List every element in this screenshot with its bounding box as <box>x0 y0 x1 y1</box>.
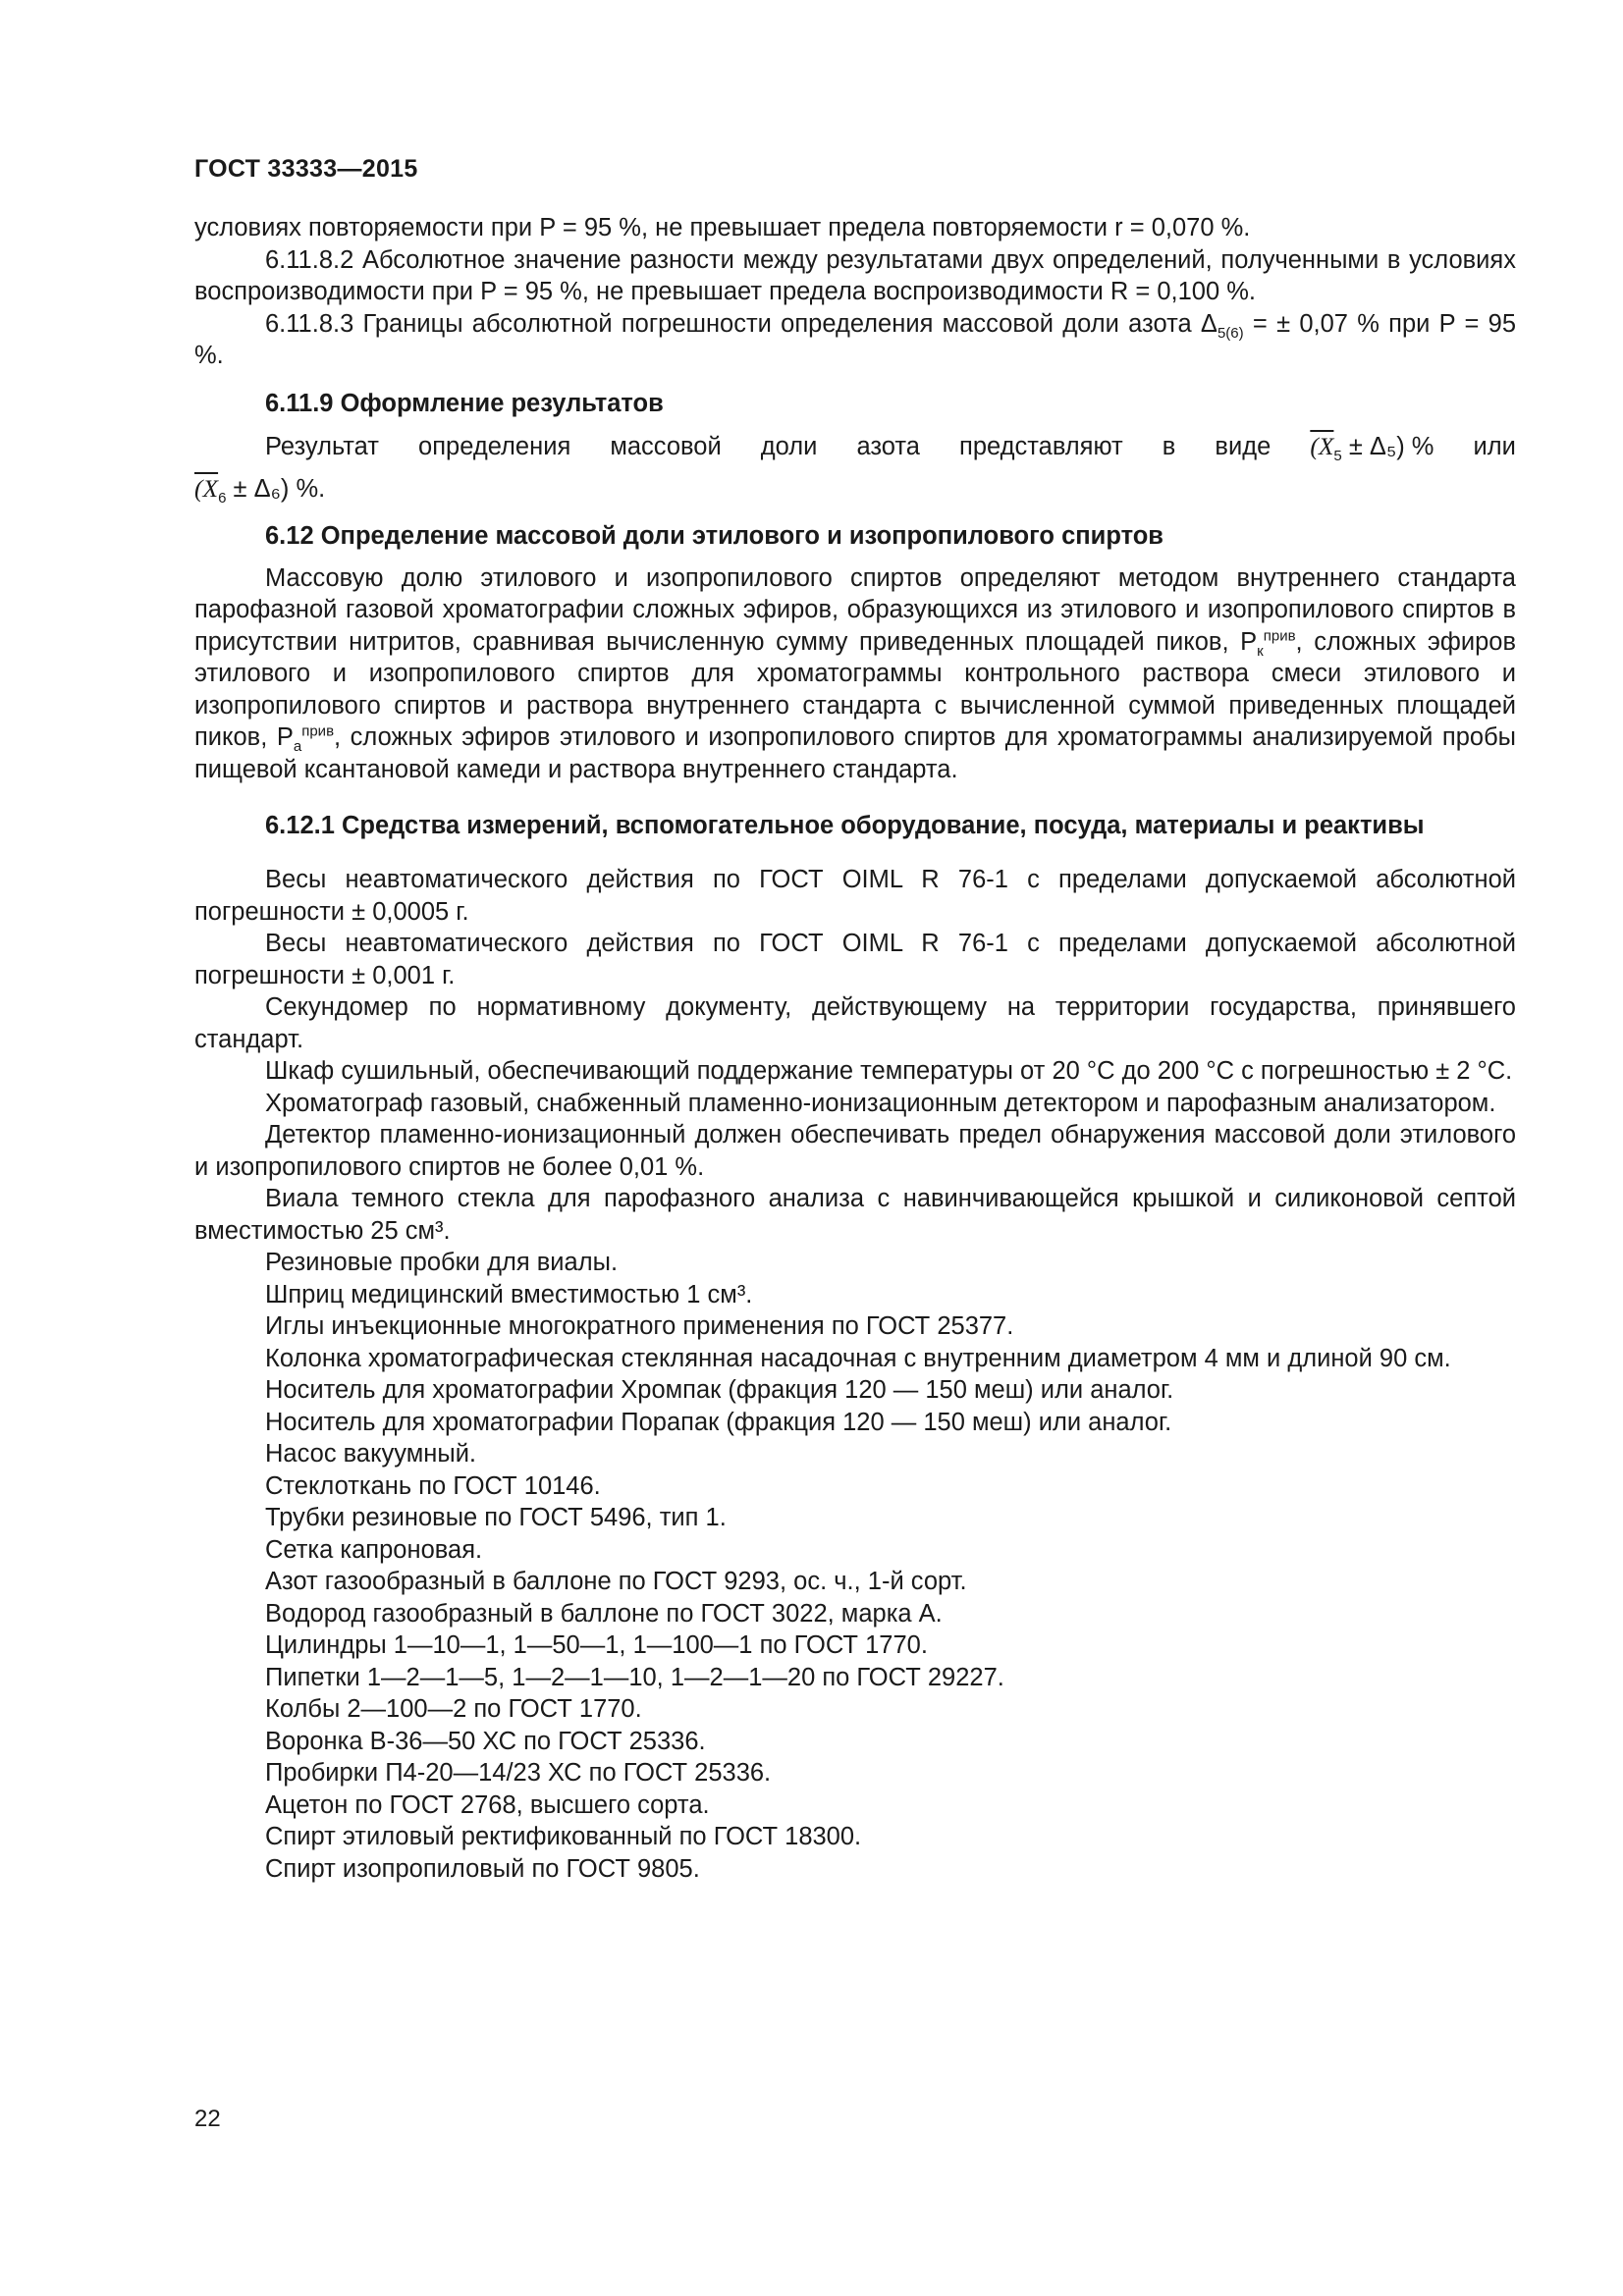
result-format-line-2 <box>194 473 1516 506</box>
result-word: или <box>1473 433 1516 460</box>
result-word: представляют <box>959 433 1123 460</box>
list-item: Спирт этиловый ректификованный по ГОСТ 18300. <box>265 1823 862 1850</box>
list-item: Весы неавтоматического действия по ГОСТ OIML R 76-1 с пределами допускаемой абсолютной погрешности ± 0,001 г. <box>194 930 1516 989</box>
page-number: 22 <box>194 2106 221 2132</box>
document-id: ГОСТ 33333—2015 <box>194 155 418 183</box>
pk-superscript: прив <box>1263 627 1296 644</box>
pa-superscript: прив <box>301 722 335 740</box>
method-text-3: , сложных эфиров этилового и изопропилового спиртов для хроматограммы анализируемой пробы пищевой ксантановой камеди и раствора внутреннего стандарта. <box>194 723 1517 783</box>
result-word: Результат <box>265 433 379 460</box>
list-item: Иглы инъекционные многократного применения по ГОСТ 25377. <box>265 1312 1014 1340</box>
list-item: Хроматограф газовый, снабженный пламенно-ионизационным детектором и парофазным анализатором. <box>265 1089 1496 1117</box>
delta-subscript: 5(6) <box>1217 324 1244 342</box>
equipment-list <box>194 864 1516 1885</box>
paragraph-6-11-8-3 <box>194 308 1516 372</box>
result-formula <box>1310 431 1434 463</box>
mean-x5: (X <box>1310 432 1334 460</box>
list-item: Спирт изопропиловый по ГОСТ 9805. <box>265 1854 700 1883</box>
mean-x6-subscript: 6 <box>218 489 227 507</box>
list-item: Виала темного стекла для парофазного анализа с навинчивающейся крышкой и силиконовой септой вместимостью 25 см³. <box>194 1185 1516 1245</box>
document-body <box>194 212 1516 1885</box>
paragraph-6-11-8-2: 6.11.8.2 Абсолютное значение разности между результатами двух определений, полученными в условиях воспроизводимости при P = 95 %, не превышает предела воспроизводимости R = 0,100 %. <box>194 245 1516 305</box>
heading-6-11-9: 6.11.9 Оформление результатов <box>265 389 664 417</box>
list-item: Носитель для хроматографии Хромпак (фракция 120 — 150 меш) или аналог. <box>265 1376 1174 1404</box>
heading-6-12-1: 6.12.1 Средства измерений, вспомогательное оборудование, посуда, материалы и реактивы <box>265 812 1425 839</box>
list-item: Трубки резиновые по ГОСТ 5496, тип 1. <box>265 1504 727 1531</box>
mean-x5-tail: ± Δ₅) % <box>1341 433 1434 460</box>
result-word: определения <box>418 433 571 460</box>
pk-subscript: к <box>1257 642 1264 660</box>
list-item: Сетка капроновая. <box>265 1535 483 1564</box>
paragraph-6-11-8-3-text: 6.11.8.3 Границы абсолютной погрешности определения массовой доли азота Δ <box>265 309 1217 338</box>
list-item: Пробирки П4-20—14/23 ХС по ГОСТ 25336. <box>265 1759 772 1787</box>
list-item: Весы неавтоматического действия по ГОСТ OIML R 76-1 с пределами допускаемой абсолютной погрешности ± 0,0005 г. <box>194 866 1516 926</box>
list-item: Насос вакуумный. <box>265 1440 477 1468</box>
list-item: Резиновые пробки для виалы. <box>265 1249 619 1276</box>
list-item: Воронка В-36—50 ХС по ГОСТ 25336. <box>265 1727 706 1755</box>
method-text-1: Массовую долю этилового и изопропилового спиртов определяют методом внутреннего стандарта парофазной газовой хроматографии сложных эфиров, образующихся из этилового и изопропилового спиртов в присутствии нитритов, сравнивая вычисленную сумму приведенных площадей пиков, P <box>194 563 1516 656</box>
list-item: Секундомер по нормативному документу, действующему на территории государства, принявшего стандарт. <box>194 993 1516 1053</box>
paragraph-6-11-8-3-tail: = ± 0,07 % при P = 95 %. <box>194 309 1517 369</box>
list-item: Ацетон по ГОСТ 2768, высшего сорта. <box>265 1790 710 1819</box>
mean-x6-tail: ± Δ₆) %. <box>226 474 326 503</box>
result-word: виде <box>1215 433 1271 460</box>
list-item: Колонка хроматографическая стеклянная насадочная с внутренним диаметром 4 мм и длиной 90 см. <box>265 1344 1451 1372</box>
list-item: Носитель для хроматографии Порапак (фракция 120 — 150 меш) или аналог. <box>265 1408 1172 1436</box>
list-item: Пипетки 1—2—1—5, 1—2—1—10, 1—2—1—20 по ГОСТ 29227. <box>265 1663 1004 1691</box>
list-item: Стеклоткань по ГОСТ 10146. <box>265 1471 601 1500</box>
list-item: Детектор пламенно-ионизационный должен обеспечивать предел обнаружения массовой доли этилового и изопропилового спиртов не более 0,01 %. <box>194 1121 1516 1181</box>
list-item: Шприц медицинский вместимостью 1 см³. <box>265 1280 753 1308</box>
result-word: в <box>1162 433 1176 460</box>
paragraph-6-12-method <box>194 562 1516 786</box>
method-text-2: , сложных эфиров этилового и изопропилового спиртов для хроматограммы контрольного раствора смеси этилового и изопропилового спиртов и раствора внутреннего стандарта с вычисленной суммой приведенных площадей пиков, P <box>194 627 1516 751</box>
list-item: Цилиндры 1—10—1, 1—50—1, 1—100—1 по ГОСТ 1770. <box>265 1631 928 1659</box>
list-item: Шкаф сушильный, обеспечивающий поддержание температуры от 20 °С до 200 °С с погрешностью ± 2 °С. <box>265 1057 1513 1085</box>
list-item: Азот газообразный в баллоне по ГОСТ 9293, ос. ч., 1-й сорт. <box>265 1568 967 1595</box>
mean-x5-subscript: 5 <box>1333 448 1342 465</box>
result-word: доли <box>760 433 818 460</box>
result-word: азота <box>856 433 920 460</box>
result-format-line <box>194 431 1516 463</box>
result-word: массовой <box>610 433 722 460</box>
list-item: Колбы 2—100—2 по ГОСТ 1770. <box>265 1695 642 1723</box>
heading-6-12: 6.12 Определение массовой доли этилового и изопропилового спиртов <box>265 522 1163 550</box>
paragraph-repeatability: условиях повторяемости при P = 95 %, не превышает предела повторяемости r = 0,070 %. <box>194 214 1251 241</box>
mean-x6: (X <box>194 473 219 503</box>
list-item: Водород газообразный в баллоне по ГОСТ 3022, марка А. <box>265 1599 943 1628</box>
pa-subscript: а <box>293 738 302 756</box>
